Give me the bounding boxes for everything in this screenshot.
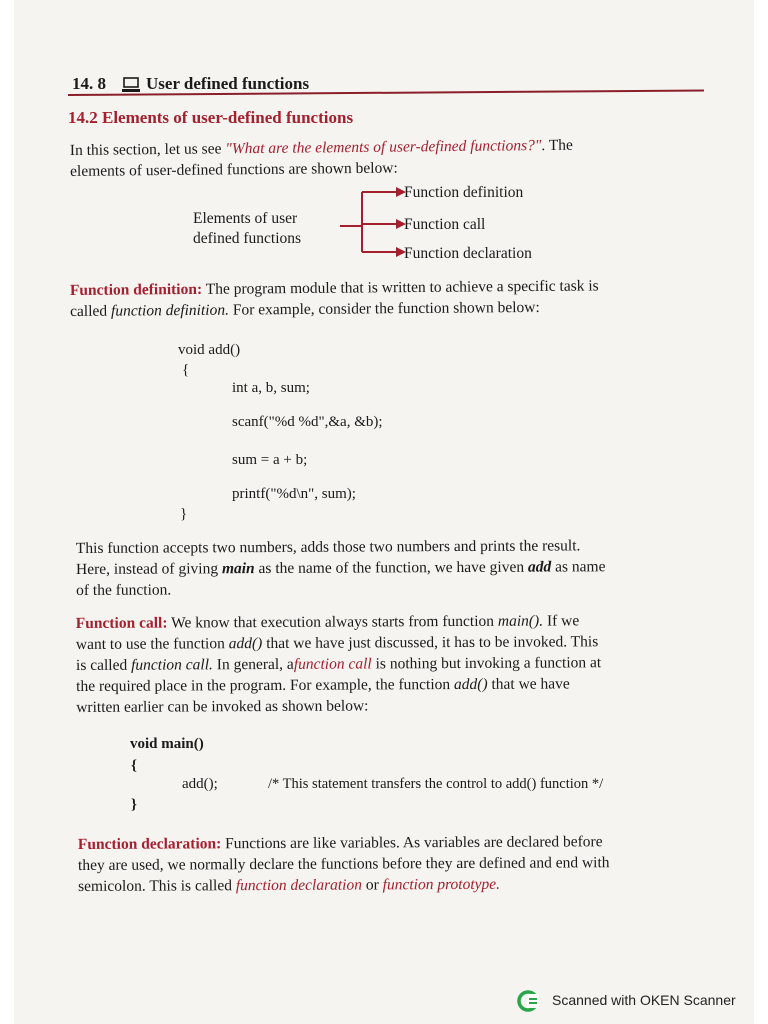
- declaration-term-2: function prototype.: [382, 875, 501, 894]
- declaration-line-2: they are used, we normally declare the functions before they are defined and end with: [77, 854, 610, 874]
- chapter-title: User defined functions: [146, 74, 310, 93]
- explain-line-1: This function accepts two numbers, adds those two numbers and prints the result.: [75, 537, 581, 558]
- call-paragraph: [76, 610, 727, 718]
- definition-text-2: called: [70, 302, 108, 320]
- intro-text-end: . The: [541, 136, 573, 155]
- explain-line-2a: Here, instead of giving: [75, 560, 219, 578]
- section-title: 14.2 Elements of user-defined functions: [68, 108, 354, 127]
- scanner-label: Scanned with OKEN Scanner: [552, 992, 736, 1008]
- call-line-2b: that we have just discussed, it has to be invoked. This: [266, 633, 599, 653]
- call-line-4b: that we have: [491, 675, 570, 693]
- diagram-target-3: Function declaration: [404, 245, 532, 262]
- call-text-1: We know that execution always starts from function: [171, 612, 495, 632]
- definition-paragraph: [70, 274, 720, 322]
- definition-heading: Function definition:: [69, 280, 203, 300]
- intro-text: In this section, let us see: [69, 140, 222, 160]
- call-term: function call.: [131, 656, 213, 674]
- call-line-4a: the required place in the program. For example, the function: [76, 676, 451, 695]
- call-line-3c: is nothing but invoking a function at: [375, 654, 602, 673]
- call-add: add(): [228, 635, 263, 653]
- code2-comment: /* This statement transfers the control to add() function */: [268, 776, 604, 792]
- definition-term: function definition.: [110, 301, 230, 320]
- computer-icon: [122, 77, 140, 93]
- call-main: main().: [497, 612, 544, 630]
- explain-line-2b: as the name of the function, we have given: [258, 558, 525, 578]
- intro-line-2: elements of user-defined functions are shown below:: [70, 159, 398, 180]
- code2-line1: void main(): [130, 736, 204, 752]
- diagram-target-2: Function call: [404, 216, 486, 233]
- declaration-term: function declaration: [235, 876, 362, 895]
- declaration-line-3a: semicolon. This is called: [78, 877, 232, 895]
- call-add-2: add(): [453, 675, 488, 694]
- explain-paragraph: [76, 535, 726, 601]
- intro-paragraph: [70, 133, 720, 182]
- call-line-3b: In general, a: [216, 655, 294, 674]
- declaration-text-1: Functions are like variables. As variables are declared before: [225, 833, 603, 853]
- diagram-arrows: [330, 184, 410, 264]
- definition-text-1: The program module that is written to achieve a specific task is: [205, 277, 599, 298]
- code1-line6: printf("%d\n", sum);: [232, 486, 356, 502]
- scanner-logo-icon: [517, 990, 539, 1012]
- call-term-2: function call: [293, 655, 372, 673]
- call-line-5: written earlier can be invoked as shown below:: [76, 697, 369, 716]
- code1-line4: scanf("%d %d",&a, &b);: [232, 414, 383, 430]
- code2-line2: {: [131, 758, 137, 774]
- diagram-source: [193, 209, 301, 249]
- definition-text-3: For example, consider the function shown below:: [232, 298, 540, 319]
- call-text-2: If we: [546, 612, 580, 630]
- chapter-number: 14. 8: [72, 74, 106, 93]
- code1-line1: void add(): [178, 342, 241, 358]
- code2-line4: }: [131, 797, 137, 813]
- code2-line3: add();: [182, 776, 218, 792]
- declaration-heading: Function declaration:: [77, 835, 222, 854]
- intro-quote: "What are the elements of user-defined functions?": [225, 137, 542, 158]
- explain-line-3: of the function.: [76, 581, 172, 599]
- code1-line7: }: [180, 506, 188, 522]
- diagram-source-line-1: Elements of user: [193, 210, 298, 227]
- diagram-source-line-2: defined functions: [193, 230, 302, 247]
- code1-line5: sum = a + b;: [232, 452, 308, 468]
- explain-line-2c: as name: [555, 558, 606, 576]
- call-line-2a: want to use the function: [75, 635, 225, 654]
- declaration-paragraph: [78, 831, 728, 897]
- code1-line3: int a, b, sum;: [232, 380, 310, 396]
- declaration-or: or: [365, 876, 379, 894]
- call-heading: Function call:: [75, 614, 168, 633]
- code1-line2: {: [182, 362, 190, 378]
- explain-main: main: [221, 560, 255, 578]
- diagram-target-1: Function definition: [404, 184, 524, 201]
- call-line-3a: is called: [75, 656, 128, 674]
- explain-add: add: [527, 558, 552, 576]
